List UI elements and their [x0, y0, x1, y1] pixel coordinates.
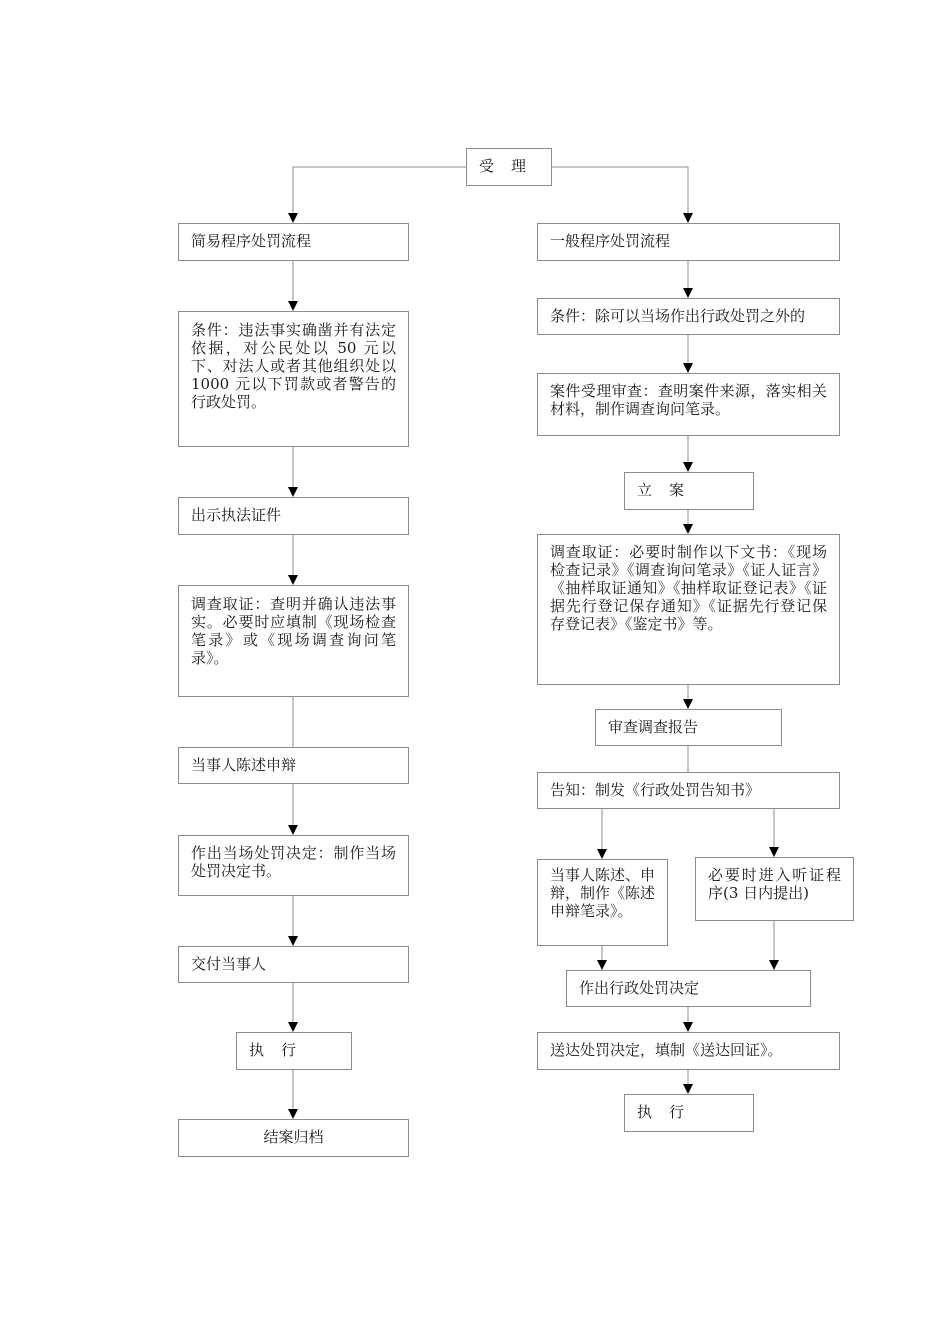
arrow-head: [769, 960, 779, 970]
arrow-head: [288, 301, 298, 311]
connector-start-left: [293, 167, 466, 214]
arrow-head: [288, 1109, 298, 1119]
arrow-head: [769, 847, 779, 857]
notice-node: 告知：制发《行政处罚告知书》: [537, 772, 840, 809]
arrow-head: [288, 213, 298, 223]
connector-start-right: [552, 167, 688, 214]
general-decision-node: 作出行政处罚决定: [566, 970, 811, 1007]
arrow-head: [288, 936, 298, 946]
simple-condition-node: 条件：违法事实确凿并有法定依据，对公民处以 50 元以下、对法人或者其他组织处以 1000 元以下罚款或者警告的行政处罚。: [178, 311, 409, 447]
hearing-node: 必要时进入听证程序(3 日内提出): [695, 857, 854, 921]
simple-execute-node: 执 行: [236, 1032, 352, 1070]
deliver-node: 交付当事人: [178, 946, 409, 983]
arrow-head: [597, 849, 607, 859]
general-condition-node: 条件：除可以当场作出行政处罚之外的: [537, 298, 840, 335]
arrow-head: [683, 363, 693, 373]
arrow-head: [683, 699, 693, 709]
case-review-node: 案件受理审查：查明案件来源，落实相关材料，制作调查询问笔录。: [537, 373, 840, 436]
arrow-head: [683, 524, 693, 534]
arrow-head: [288, 1022, 298, 1032]
arrow-head: [683, 213, 693, 223]
show-id-node: 出示执法证件: [178, 497, 409, 535]
file-case-node: 立 案: [624, 472, 754, 510]
general-investigate-node: 调查取证：必要时制作以下文书：《现场检查记录》《调查询问笔录》《证人证言》《抽样取证通知》《抽样取证登记表》《证据先行登记保存通知》《证据先行登记保存登记表》《鉴定书》等。: [537, 534, 840, 685]
archive-node: 结案归档: [178, 1119, 409, 1157]
simple-investigate-node: 调查取证：查明并确认违法事实。必要时应填制《现场检查笔录》或《现场调查询问笔录》。: [178, 585, 409, 697]
general-execute-node: 执 行: [624, 1094, 754, 1132]
simple-decision-node: 作出当场处罚决定：制作当场处罚决定书。: [178, 835, 409, 896]
simple-procedure-title: 简易程序处罚流程: [178, 223, 409, 261]
arrow-head: [597, 960, 607, 970]
arrow-head: [683, 288, 693, 298]
general-procedure-title: 一般程序处罚流程: [537, 223, 840, 261]
arrow-head: [288, 825, 298, 835]
arrow-head: [288, 575, 298, 585]
simple-statement-node: 当事人陈述申辩: [178, 747, 409, 784]
serve-decision-node: 送达处罚决定，填制《送达回证》。: [537, 1032, 840, 1070]
arrow-head: [288, 487, 298, 497]
arrow-head: [683, 462, 693, 472]
start-node: 受 理: [466, 148, 552, 186]
arrow-head: [683, 1084, 693, 1094]
review-report-node: 审查调查报告: [595, 709, 782, 746]
general-statement-node: 当事人陈述、申辩，制作《陈述申辩笔录》。: [537, 859, 668, 946]
arrow-head: [683, 1022, 693, 1032]
